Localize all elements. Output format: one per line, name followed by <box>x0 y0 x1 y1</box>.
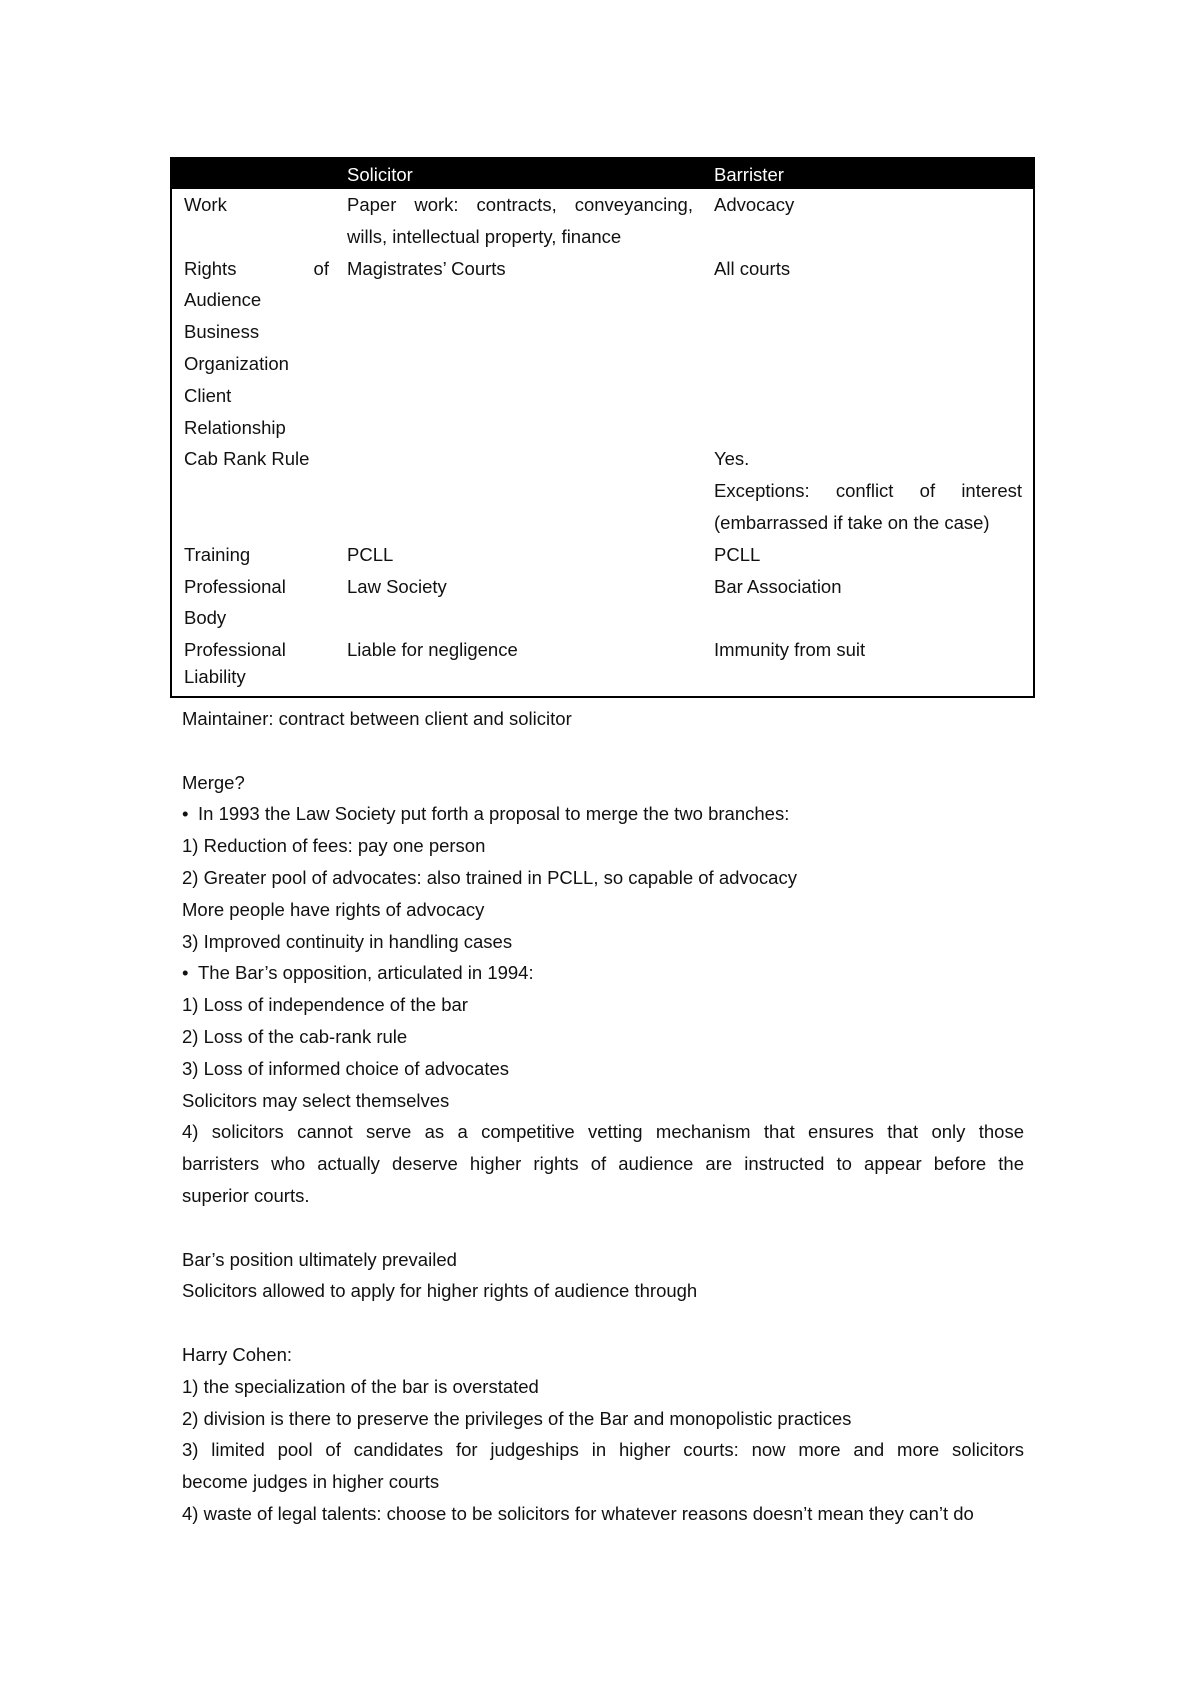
row-label: Cab Rank Rule <box>184 448 310 470</box>
barrister-cell: PCLL <box>714 543 761 565</box>
comparison-table <box>170 157 1035 698</box>
solicitor-cell: Magistrates’ Courts <box>347 257 506 279</box>
barrister-cell: Yes. Exceptions: conflict of interest (embarrassed if take on the case) <box>714 448 1022 533</box>
row-label: Training <box>184 543 251 565</box>
bullet-icon: • <box>182 962 189 984</box>
bar-opposition: • The Bar’s opposition, articulated in 1994: <box>182 957 1024 989</box>
list-item: barristers who actually deserve higher rights of audience are instructed to appear before the <box>182 1153 1024 1175</box>
solicitor-cell: Law Society <box>347 575 447 597</box>
row-label: Professional Body <box>184 575 286 629</box>
list-item: 4) solicitors cannot serve as a competitive vetting mechanism that ensures that only those <box>182 1121 1024 1143</box>
outcome-line: Solicitors allowed to apply for higher rights of audience through <box>182 1280 698 1302</box>
list-item: 2) Greater pool of advocates: also trained in PCLL, so capable of advocacy <box>182 867 797 888</box>
outcome-line: Bar’s position ultimately prevailed <box>182 1248 457 1270</box>
row-label: Business Organization <box>184 321 289 374</box>
solicitor-cell: Liable for negligence <box>347 639 518 661</box>
bullet-icon: • <box>182 803 189 825</box>
list-item: 1) Reduction of fees: pay one person <box>182 835 486 857</box>
barrister-cell: Advocacy <box>714 194 795 215</box>
law-society-proposal: • In 1993 the Law Society put forth a proposal to merge the two branches: <box>182 798 1024 830</box>
list-item: 1) Loss of independence of the bar <box>182 994 468 1016</box>
list-item: 3) limited pool of candidates for judgeships in higher courts: now more and more solicitors <box>182 1439 1024 1461</box>
row-label: Work <box>184 194 227 215</box>
list-item: 4) waste of legal talents: choose to be solicitors for whatever reasons doesn’t mean they can’t do <box>182 1503 974 1524</box>
list-item: Solicitors may select themselves <box>182 1089 450 1111</box>
solicitor-cell: Paper work: contracts, conveyancing, wills, intellectual property, finance <box>347 194 693 247</box>
row-label: Rights of Audience <box>184 257 329 311</box>
barrister-cell: All courts <box>714 257 791 279</box>
table-header-row <box>172 159 1033 189</box>
list-item: 3) Loss of informed choice of advocates <box>182 1057 510 1079</box>
list-item: 1) the specialization of the bar is overstated <box>182 1375 539 1397</box>
merge-heading: Merge? <box>182 771 245 793</box>
row-label: Professional Liability <box>184 639 286 687</box>
list-item: superior courts. <box>182 1185 310 1206</box>
list-item: 2) division is there to preserve the privileges of the Bar and monopolistic practices <box>182 1407 852 1429</box>
header-barrister: Barrister <box>714 164 784 185</box>
list-item: More people have rights of advocacy <box>182 898 485 920</box>
row-label: Client Relationship <box>184 384 286 438</box>
solicitor-cell: PCLL <box>347 543 394 565</box>
list-item: become judges in higher courts <box>182 1471 440 1493</box>
maintainer-line: Maintainer: contract between client and solicitor <box>182 708 572 729</box>
list-item: 3) Improved continuity in handling cases <box>182 930 513 952</box>
cohen-heading: Harry Cohen: <box>182 1344 293 1365</box>
barrister-cell: Bar Association <box>714 575 842 597</box>
barrister-cell: Immunity from suit <box>714 639 866 661</box>
header-solicitor: Solicitor <box>347 164 413 185</box>
list-item: 2) Loss of the cab-rank rule <box>182 1026 408 1047</box>
